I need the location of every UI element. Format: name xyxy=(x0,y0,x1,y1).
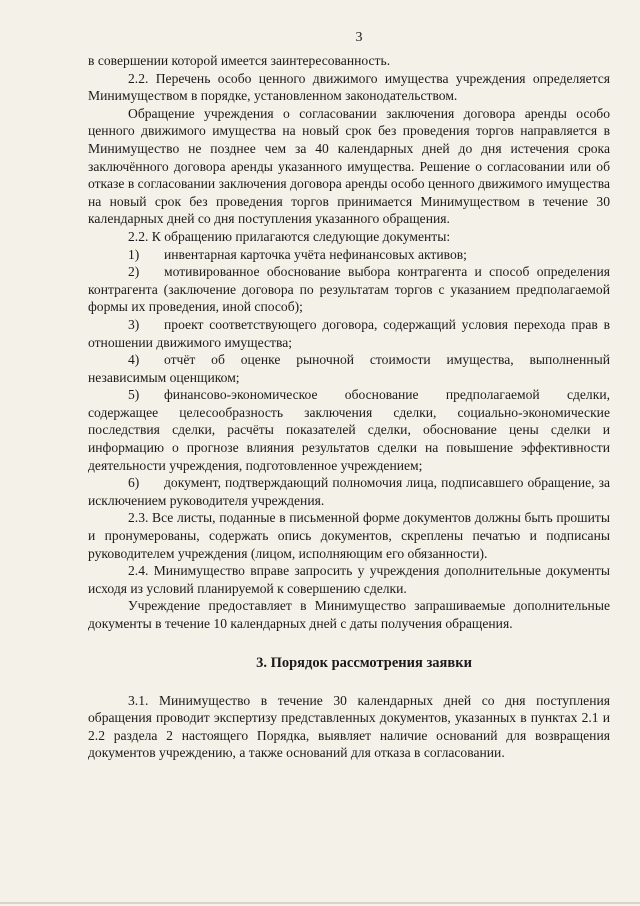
list-item xyxy=(88,474,610,509)
paragraph-2-4: 2.4. Минимущество вправе запросить у учреждения дополнительные документы исходя из условий планируемой к совершению сделки. xyxy=(88,563,610,596)
list-item xyxy=(88,316,610,351)
page-edge-line xyxy=(0,902,640,904)
list-item-text: отчёт об оценке рыночной стоимости имущества, выполненный независимым оценщиком; xyxy=(88,352,610,385)
list-item-number: 6) xyxy=(128,475,140,491)
list-item-number: 2) xyxy=(128,264,140,280)
page-number: 3 xyxy=(355,30,363,45)
paragraph-appeal: Обращение учреждения о согласовании заключения договора аренды особо ценного движимого имущества на новый срок без проведения торгов направляется в Минимущество не позднее чем за 40 календарных дней до дня истечения срока заключённого договора аренды указанного имущества. Решение о согласовании или об отказе в согласовании заключения договора аренды особо ценного движимого имущества на новый срок без проведения торгов принимается Минимуществом в течение 30 календарных дней со дня поступления указанного обращения. xyxy=(88,105,610,227)
paragraph-2-2-list: 2.2. Перечень особо ценного движимого имущества учреждения определяется Минимуществом в порядке, установленном законодательством. xyxy=(88,70,610,104)
list-item xyxy=(88,386,610,474)
list-item-text: инвентарная карточка учёта нефинансовых активов; xyxy=(164,246,467,262)
list-item xyxy=(88,351,610,386)
list-item-text: проект соответствующего договора, содержащий условия перехода прав в отношении движимого имущества; xyxy=(88,316,610,350)
paragraph-2-2-documents: 2.2. К обращению прилагаются следующие документы: xyxy=(128,228,451,244)
list-item-number: 1) xyxy=(128,246,140,262)
paragraph-additional-docs: Учреждение предоставляет в Минимущество запрашиваемые дополнительные документы в течение 10 календарных дней с даты получения обращения. xyxy=(88,598,610,631)
list-item-text: мотивированное обоснование выбора контрагента и способ определения контрагента (заключение договора по результатам торгов с указанием предполагаемой формы их проведения, иной способ); xyxy=(88,264,610,315)
paragraph-2-3: 2.3. Все листы, поданные в письменной форме документов должны быть прошиты и пронумерованы, содержать опись документов, скреплены печатью и подписаны руководителем учреждения (лицом, исполняющим его обязанности). xyxy=(88,510,610,561)
list-item-number: 5) xyxy=(128,387,140,403)
paragraph-continuation: в совершении которой имеется заинтересованность. xyxy=(88,53,391,68)
paragraph-3-1: 3.1. Минимущество в течение 30 календарных дней со дня поступления обращения проводит экспертизу представленных документов, указанных в пунктах 2.1 и 2.2 раздела 2 настоящего Порядка, выявляет наличие оснований для возвращения документов учреждению, а также оснований для отказа в согласовании. xyxy=(88,692,610,761)
list-item-text: финансово-экономическое обоснование предполагаемой сделки, содержащее целесообразность заключения сделки, социально-экономические последствия сделки, расчёты показателей сделки, обоснование цены сделки и информацию о прогнозе влияния результатов сделки на повышение эффективности деятельности учреждения, подготовленное учреждением; xyxy=(88,387,610,473)
list-item-number: 3) xyxy=(128,316,140,332)
section-heading: 3. Порядок рассмотрения заявки xyxy=(256,654,472,671)
list-item-text: документ, подтверждающий полномочия лица, подписавшего обращение, за исключением руководителя учреждения. xyxy=(88,475,610,508)
list-item xyxy=(88,246,610,264)
list-item xyxy=(88,263,610,316)
list-item-number: 4) xyxy=(128,352,140,368)
